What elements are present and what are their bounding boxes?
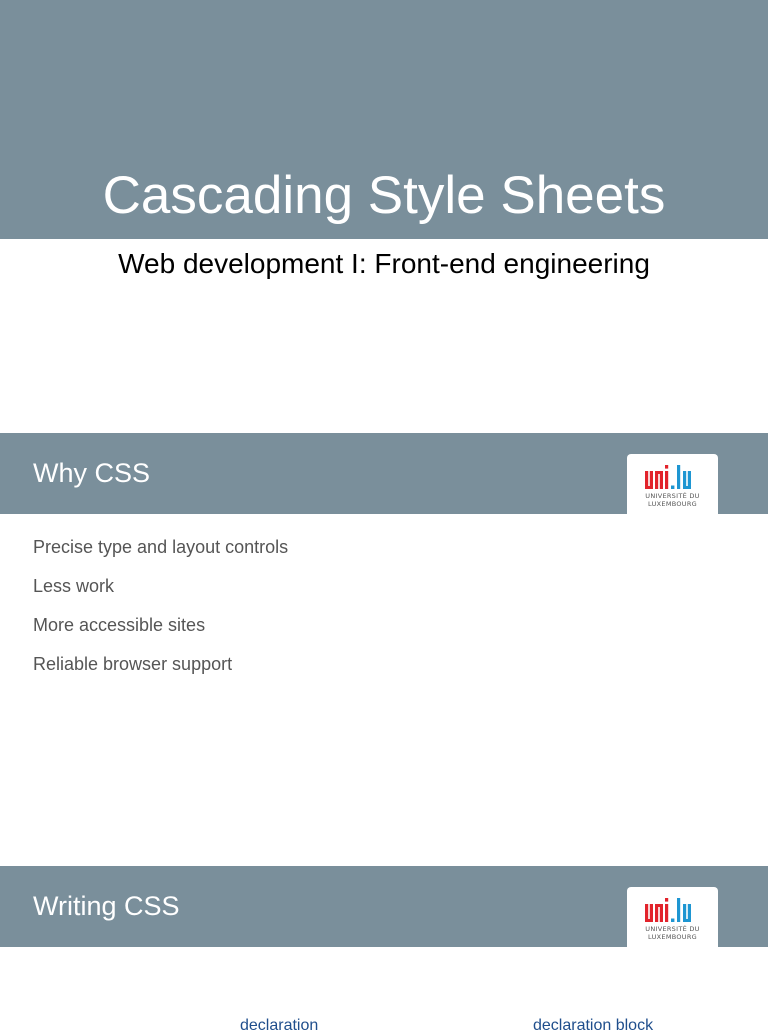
diagram-label-declaration: declaration — [240, 1017, 319, 1034]
uni-lu-logo — [627, 454, 718, 517]
uni-lu-logo-icon — [645, 465, 701, 489]
logo-caption-line2: LUXEMBOURG — [648, 500, 697, 508]
uni-lu-logo — [627, 887, 718, 950]
slide-heading: Writing CSS — [33, 891, 180, 921]
logo-caption-line1: UNIVERSITÉ DU — [645, 925, 700, 933]
uni-lu-logo-icon — [645, 898, 701, 922]
writing-css-slide — [0, 866, 768, 1034]
slide-heading: Why CSS — [33, 458, 151, 488]
diagram-label-declaration-block: declaration block — [533, 1017, 654, 1034]
css-rule-diagram — [0, 1016, 768, 1036]
bullet-item: Reliable browser support — [33, 654, 233, 674]
why-css-slide — [0, 433, 768, 865]
slide-subtitle: Web development I: Front-end engineering — [118, 248, 650, 279]
slide-title: Cascading Style Sheets — [102, 166, 666, 225]
bullet-item: More accessible sites — [33, 615, 206, 635]
bullet-item: Precise type and layout controls — [33, 537, 289, 557]
bullet-list — [33, 536, 288, 692]
logo-caption-line2: LUXEMBOURG — [648, 933, 697, 941]
logo-caption-line1: UNIVERSITÉ DU — [645, 492, 700, 500]
bullet-item: Less work — [33, 576, 115, 596]
title-slide — [0, 0, 768, 432]
